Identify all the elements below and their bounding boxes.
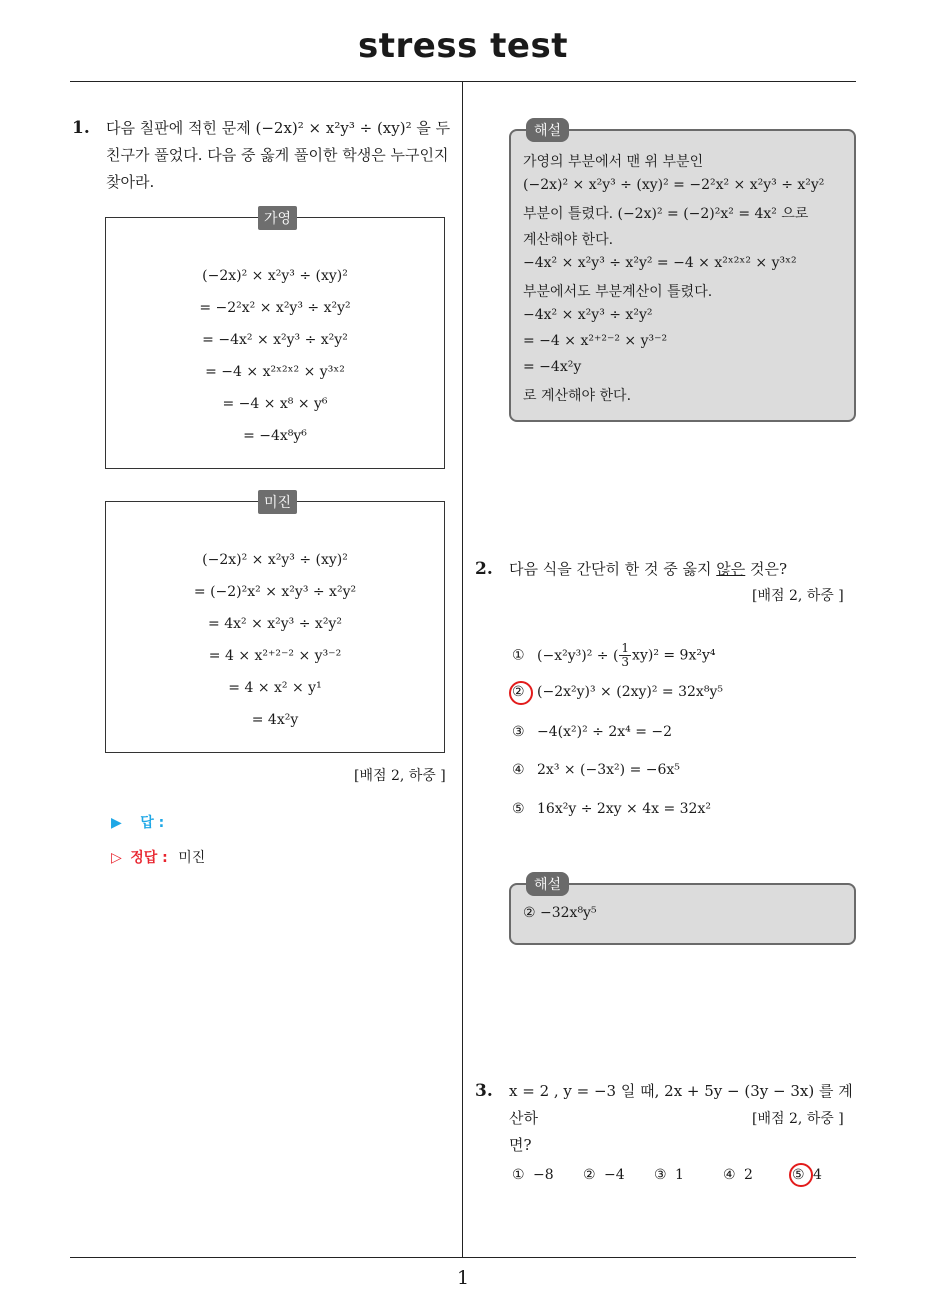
choice-value: 2: [744, 1167, 753, 1183]
choice-expr: −4(x²)² ÷ 2x⁴ = −2: [537, 724, 673, 740]
page-number: 1: [456, 1267, 470, 1289]
solution-line: = −4x² × x²y³ ÷ x²y²: [202, 332, 348, 348]
play-outline-icon: ▷: [111, 850, 122, 866]
q3-choice-3[interactable]: [654, 1167, 684, 1183]
q2-choice-5[interactable]: [512, 801, 711, 817]
q1-text-line: 다음 칠판에 적힌 문제 (−2x)² × x²y³ ÷ (xy)² 을 두: [106, 119, 451, 137]
solution-line: = 4x²y: [251, 712, 299, 728]
q3-text-line: 면?: [509, 1136, 532, 1154]
choice-expr-part: xy)² = 9x²y⁴: [632, 647, 716, 664]
choice-value: 4: [813, 1167, 822, 1183]
explanation-line: 가영의 부분에서 맨 위 부분인: [523, 154, 704, 170]
choice-expr-part: (−x²y³)² ÷ (: [537, 647, 619, 664]
correct-answer-value: 미진: [178, 850, 206, 866]
q2-text-underlined: 않은: [716, 560, 746, 578]
explanation-line: = −4x²y: [523, 359, 582, 375]
choice-number: ⑤: [512, 801, 525, 817]
choice-number: ⑤: [792, 1167, 805, 1183]
q2-choice-2[interactable]: [512, 684, 723, 700]
q1-text-line: 찾아라.: [106, 173, 155, 191]
q1-answer-row: [111, 812, 164, 832]
choice-number: ①: [512, 1167, 525, 1183]
explanation-line: ② −32x⁸y⁵: [523, 905, 597, 921]
explanation-line: (−2x)² × x²y³ ÷ (xy)² = −2²x² × x²y³ ÷ x²y²: [523, 177, 825, 193]
q3-choice-2[interactable]: [583, 1167, 625, 1183]
fraction-denominator: 3: [621, 655, 630, 669]
explanation-line: 로 계산해야 한다.: [523, 388, 632, 404]
solution-line: (−2x)² × x²y³ ÷ (xy)²: [202, 552, 348, 568]
q1-meta: [배점 2, 하중 ]: [354, 768, 446, 784]
q1-correct-row: [111, 847, 205, 867]
solution-line: = −4 × x²ˣ²ˣ² × y³ˣ²: [205, 364, 345, 380]
correct-answer-label: 정답 :: [130, 850, 168, 866]
choice-number: ④: [512, 762, 525, 778]
explanation-line: −4x² × x²y³ ÷ x²y²: [523, 307, 653, 323]
q3-number: 3.: [475, 1081, 493, 1101]
solution-tag-gayoung: 가영: [258, 206, 297, 230]
q3-text-line: x = 2 , y = −3 일 때, 2x + 5y − (3y − 3x) 를 계산하: [509, 1082, 853, 1127]
explanation-line: 부분에서도 부분계산이 틀렸다.: [523, 284, 713, 300]
explanation-line: 부분이 틀렸다. (−2x)² = (−2)²x² = 4x² 으로: [523, 206, 809, 222]
explanation-line: −4x² × x²y³ ÷ x²y² = −4 × x²ˣ²ˣ² × y³ˣ²: [523, 255, 797, 271]
solution-line: = −4 × x⁸ × y⁶: [222, 396, 328, 412]
solution-line: = −2²x² × x²y³ ÷ x²y²: [199, 300, 351, 316]
solution-line: (−2x)² × x²y³ ÷ (xy)²: [202, 268, 348, 284]
q2-explanation-box: [509, 877, 856, 945]
choice-number: ④: [723, 1167, 736, 1183]
explanation-tag: 해설: [526, 872, 569, 896]
column-divider: [462, 82, 463, 1258]
q1-number: 1.: [72, 118, 90, 138]
solution-tag-mijin: 미진: [258, 490, 297, 514]
choice-number: ①: [512, 647, 525, 664]
q2-meta: [배점 2, 하중 ]: [752, 588, 844, 604]
q2-choice-3[interactable]: [512, 724, 672, 740]
choice-expr: (−2x²y)³ × (2xy)² = 32x⁸y⁵: [537, 684, 723, 700]
explanation-tag: 해설: [526, 118, 569, 142]
choice-value: 1: [675, 1167, 684, 1183]
q1-explanation-box: [509, 123, 856, 422]
q2-text: [509, 556, 787, 583]
play-icon: ▶: [111, 815, 122, 831]
choice-number: ③: [512, 724, 525, 740]
explanation-line: 계산해야 한다.: [523, 232, 614, 248]
q2-choice-4[interactable]: [512, 762, 680, 778]
solution-line: = −4x⁸y⁶: [243, 428, 307, 444]
q2-text-pre: 다음 식을 간단히 한 것 중 옳지: [509, 560, 717, 578]
choice-number: ②: [583, 1167, 596, 1183]
page-title: stress test: [358, 26, 568, 66]
header-rule: [70, 81, 856, 82]
solution-box-gayoung: [105, 211, 445, 469]
choice-value: −4: [604, 1167, 625, 1183]
footer-rule: [70, 1257, 856, 1258]
answer-label: 답 :: [140, 815, 165, 831]
q2-text-post: 것은?: [745, 560, 788, 578]
choice-expr: 16x²y ÷ 2xy × 4x = 32x²: [537, 801, 711, 817]
fraction: [619, 642, 631, 669]
q3-meta: [배점 2, 하중 ]: [752, 1111, 844, 1127]
choice-expr: 2x³ × (−3x²) = −6x⁵: [537, 762, 680, 778]
choice-value: −8: [533, 1167, 554, 1183]
solution-line: = 4 × x² × y¹: [228, 680, 322, 696]
q2-choice-1[interactable]: [512, 642, 716, 669]
q3-choice-1[interactable]: [512, 1167, 554, 1183]
choice-number: ②: [512, 684, 525, 700]
q1-text-line: 친구가 풀었다. 다음 중 옳게 풀이한 학생은 누구인지: [106, 146, 449, 164]
fraction-numerator: 1: [621, 641, 630, 655]
solution-line: = 4x² × x²y³ ÷ x²y²: [208, 616, 342, 632]
q2-number: 2.: [475, 559, 493, 579]
q1-text: [106, 115, 456, 196]
q3-choice-4[interactable]: [723, 1167, 753, 1183]
solution-line: = 4 × x²⁺²⁻² × y³⁻²: [208, 648, 342, 664]
explanation-line: = −4 × x²⁺²⁻² × y³⁻²: [523, 333, 668, 349]
q3-choice-5[interactable]: [792, 1167, 822, 1183]
solution-line: = (−2)²x² × x²y³ ÷ x²y²: [193, 584, 357, 600]
solution-box-mijin: [105, 495, 445, 753]
choice-number: ③: [654, 1167, 667, 1183]
